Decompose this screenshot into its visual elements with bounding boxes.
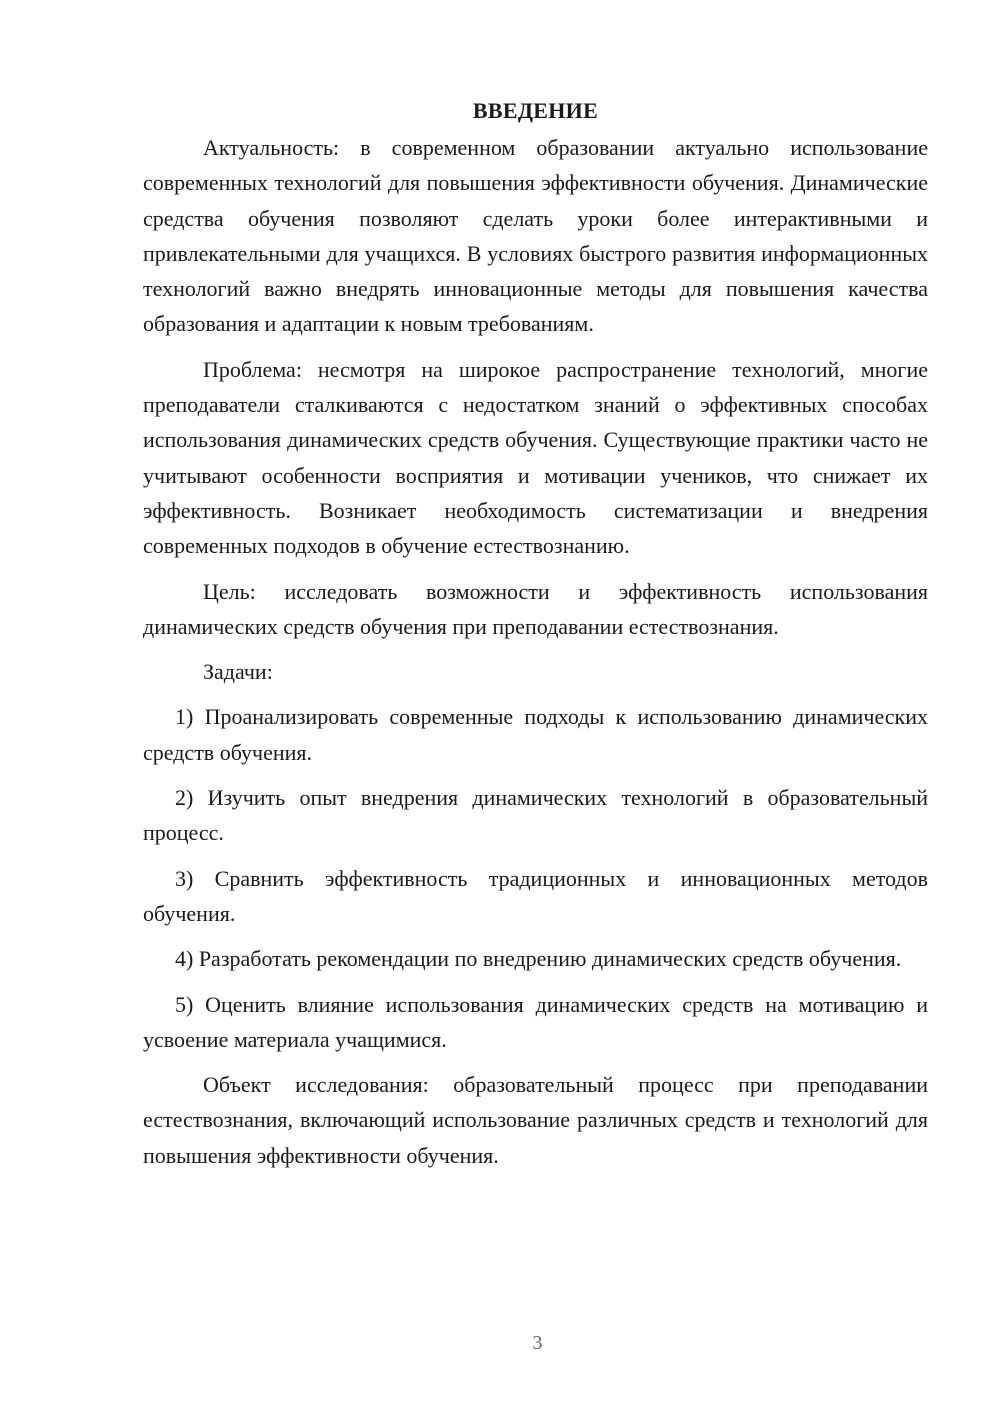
task-item-1: 1) Проанализировать современные подходы к использованию динамических средств обучения. (143, 704, 928, 765)
goal-paragraph: Цель: исследовать возможности и эффективность использования динамических средств обучения при преподавании естествознания. (143, 578, 928, 639)
relevance-paragraph: Актуальность: в современном образовании актуально использование современных технологий для повышения эффективности обучения. Динамические средства обучения позволяют сделать уроки более интерактивными и привлекательными для учащихся. В условиях быстрого развития информационных технологий важно внедрять инновационные методы для повышения качества образования и адаптации к новым требованиям. (143, 135, 928, 337)
problem-paragraph: Проблема: несмотря на широкое распространение технологий, многие преподаватели сталкиваются с недостатком знаний о эффективных способах использования динамических средств обучения. Существующие практики часто не учитывают особенности восприятия и мотивации учеников, что снижает их эффективность. Возникает необходимость систематизации и внедрения современных подходов в обучение естествознанию. (143, 356, 928, 559)
task-item-2: 2) Изучить опыт внедрения динамических технологий в образовательный процесс. (143, 785, 928, 846)
section-title: ВВЕДЕНИЕ (472, 98, 599, 123)
task-item-3: 3) Сравнить эффективность традиционных и инновационных методов обучения. (143, 865, 928, 926)
tasks-heading: Задачи: (203, 659, 273, 685)
document-page (143, 96, 928, 1173)
task-item-5: 5) Оценить влияние использования динамических средств на мотивацию и усвоение материала учащимися. (143, 991, 928, 1052)
object-paragraph: Объект исследования: образовательный процесс при преподавании естествознания, включающий использование различных средств и технологий для повышения эффективности обучения. (143, 1072, 928, 1168)
task-item-4: 4) Разработать рекомендации по внедрению динамических средств обучения. (175, 946, 902, 972)
page-number: 3 (532, 1332, 543, 1354)
